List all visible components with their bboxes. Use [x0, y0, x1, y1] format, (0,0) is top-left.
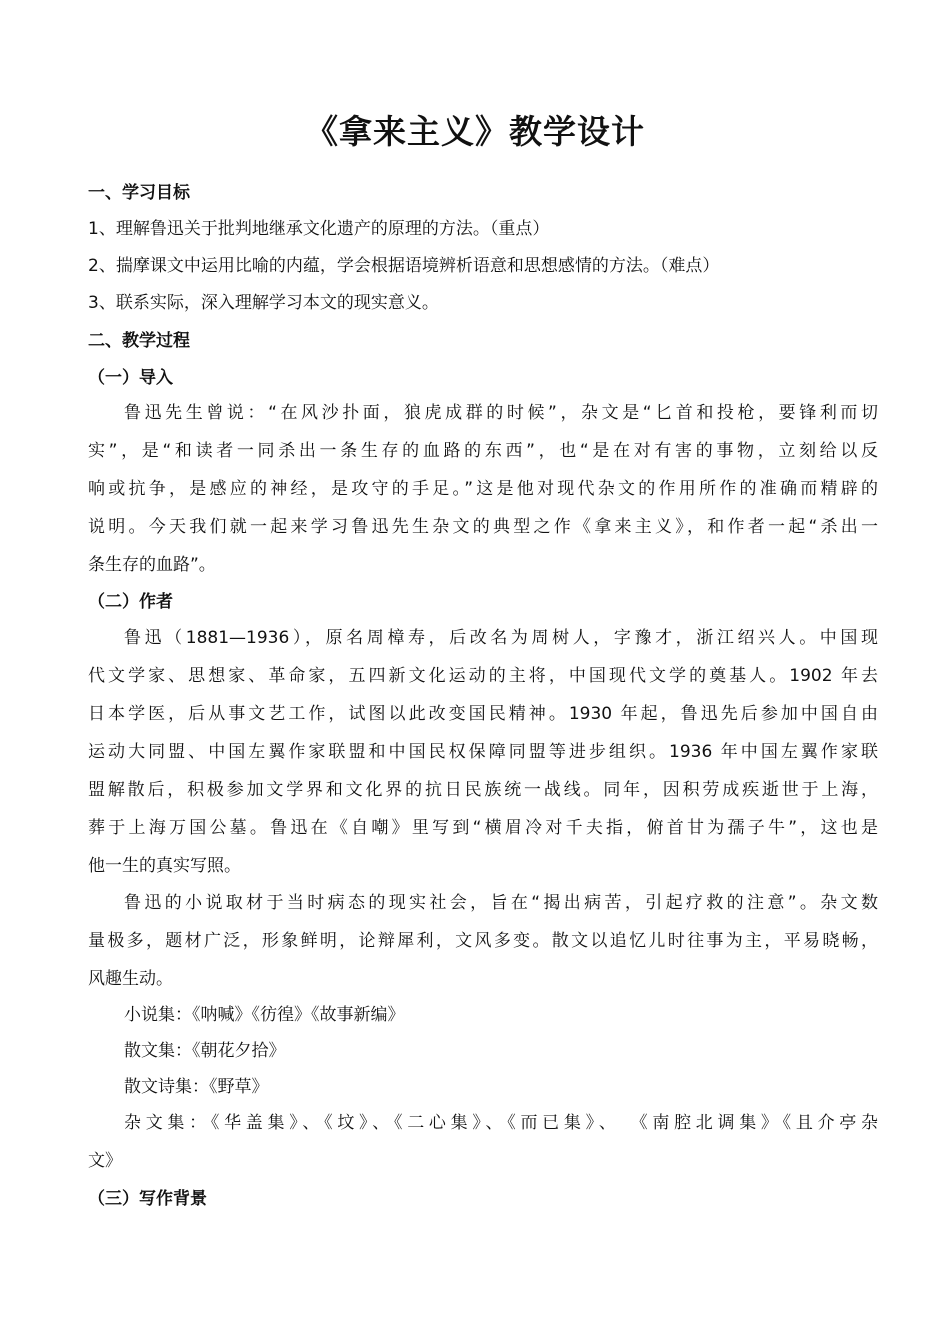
collection-item: 文》 [88, 1151, 122, 1171]
author-paragraph-line: 他一生的真实写照。 [88, 856, 241, 876]
subsection-heading-intro: （一）导入 [88, 368, 173, 388]
intro-paragraph-line: 条生存的血路”。 [88, 555, 216, 575]
collection-item: 小说集：《呐喊》《彷徨》《故事新编》 [124, 1005, 405, 1025]
intro-paragraph-line: 鲁迅先生曾说：“在风沙扑面，狼虎成群的时候”，杂文是“匕首和投枪，要锋利而切 [124, 403, 878, 423]
collection-item: 散文诗集：《野草》 [124, 1077, 269, 1097]
collection-item: 杂文集：《华盖集》、《坟》、《二心集》、《而已集》、 《南腔北调集》《且介亭杂 [124, 1113, 878, 1133]
works-paragraph-line: 鲁迅的小说取材于当时病态的现实社会，旨在“揭出病苦，引起疗救的注意”。杂文数 [124, 893, 878, 913]
author-paragraph-line: 代文学家、思想家、革命家，五四新文化运动的主将，中国现代文学的奠基人。1902 年去 [88, 666, 878, 686]
collection-item: 散文集：《朝花夕拾》 [124, 1041, 286, 1061]
author-paragraph-line: 运动大同盟、中国左翼作家联盟和中国民权保障同盟等进步组织。1936 年中国左翼作家联 [88, 742, 878, 762]
author-paragraph-line: 日本学医，后从事文艺工作，试图以此改变国民精神。1930 年起，鲁迅先后参加中国自由 [88, 704, 878, 724]
section-heading-goals: 一、学习目标 [88, 183, 190, 203]
author-paragraph-line: 葬于上海万国公墓。鲁迅在《自嘲》里写到“横眉冷对千夫指，俯首甘为孺子牛”，这也是 [88, 818, 878, 838]
subsection-heading-background: （三）写作背景 [88, 1189, 207, 1209]
subsection-heading-author: （二）作者 [88, 592, 173, 612]
goal-item: 1、理解鲁迅关于批判地继承文化遗产的原理的方法。（重点） [88, 219, 550, 239]
section-heading-process: 二、教学过程 [88, 331, 190, 351]
works-paragraph-line: 量极多，题材广泛，形象鲜明，论辩犀利，文风多变。散文以追忆儿时往事为主，平易晓畅， [88, 931, 878, 951]
author-paragraph-line: 鲁迅（1881—1936），原名周樟寿，后改名为周树人，字豫才，浙江绍兴人。中国现 [124, 628, 878, 648]
works-paragraph-line: 风趣生动。 [88, 969, 173, 989]
goal-item: 3、联系实际，深入理解学习本文的现实意义。 [88, 293, 439, 313]
intro-paragraph-line: 说明。今天我们就一起来学习鲁迅先生杂文的典型之作《拿来主义》，和作者一起“杀出一 [88, 517, 878, 537]
document-title: 《拿来主义》教学设计 [305, 112, 645, 151]
goal-item: 2、揣摩课文中运用比喻的内蕴，学会根据语境辨析语意和思想感情的方法。（难点） [88, 256, 720, 276]
intro-paragraph-line: 响或抗争，是感应的神经，是攻守的手足。”这是他对现代杂文的作用所作的准确而精辟的 [88, 479, 878, 499]
intro-paragraph-line: 实”，是“和读者一同杀出一条生存的血路的东西”，也“是在对有害的事物，立刻给以反 [88, 441, 878, 461]
author-paragraph-line: 盟解散后，积极参加文学界和文化界的抗日民族统一战线。同年，因积劳成疾逝世于上海， [88, 780, 878, 800]
